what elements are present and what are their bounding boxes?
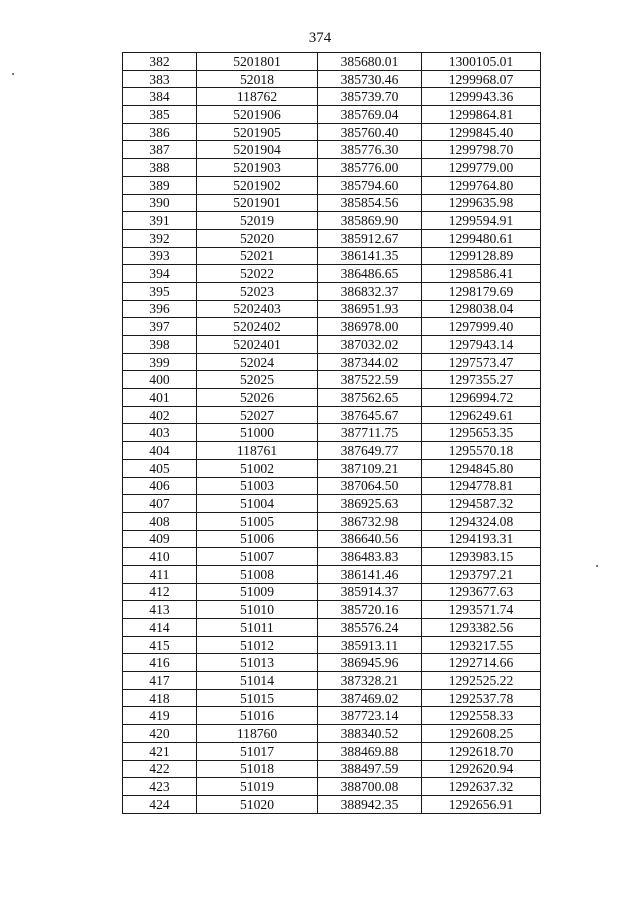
- y-coordinate-cell: 1295570.18: [422, 442, 541, 460]
- y-coordinate-cell: 1299594.91: [422, 212, 541, 230]
- point-id-cell: 118761: [197, 442, 318, 460]
- coordinates-table-container: [122, 52, 541, 814]
- y-coordinate-cell: 1299864.81: [422, 106, 541, 124]
- point-id-cell: 51005: [197, 512, 318, 530]
- table-row: [123, 318, 541, 336]
- x-coordinate-cell: 386640.56: [318, 530, 422, 548]
- x-coordinate-cell: 387032.02: [318, 336, 422, 354]
- x-coordinate-cell: 387711.75: [318, 424, 422, 442]
- point-id-cell: 51020: [197, 795, 318, 813]
- point-number-cell: 399: [123, 353, 197, 371]
- point-id-cell: 118762: [197, 88, 318, 106]
- x-coordinate-cell: 385680.01: [318, 53, 422, 71]
- point-id-cell: 52022: [197, 265, 318, 283]
- x-coordinate-cell: 386945.96: [318, 654, 422, 672]
- y-coordinate-cell: 1299943.36: [422, 88, 541, 106]
- x-coordinate-cell: 385769.04: [318, 106, 422, 124]
- y-coordinate-cell: 1293382.56: [422, 619, 541, 637]
- table-row: [123, 406, 541, 424]
- x-coordinate-cell: 387344.02: [318, 353, 422, 371]
- table-row: [123, 176, 541, 194]
- point-number-cell: 383: [123, 70, 197, 88]
- point-id-cell: 52025: [197, 371, 318, 389]
- table-row: [123, 212, 541, 230]
- y-coordinate-cell: 1295653.35: [422, 424, 541, 442]
- table-row: [123, 760, 541, 778]
- x-coordinate-cell: 386483.83: [318, 548, 422, 566]
- point-id-cell: 5201905: [197, 123, 318, 141]
- table-row: [123, 654, 541, 672]
- point-id-cell: 51019: [197, 778, 318, 796]
- y-coordinate-cell: 1292714.66: [422, 654, 541, 672]
- table-row: [123, 70, 541, 88]
- point-id-cell: 51010: [197, 601, 318, 619]
- y-coordinate-cell: 1294845.80: [422, 459, 541, 477]
- table-row: [123, 672, 541, 690]
- table-row: [123, 353, 541, 371]
- point-number-cell: 386: [123, 123, 197, 141]
- point-number-cell: 415: [123, 636, 197, 654]
- table-row: [123, 265, 541, 283]
- scan-speck: [12, 73, 14, 75]
- table-row: [123, 778, 541, 796]
- x-coordinate-cell: 385576.24: [318, 619, 422, 637]
- table-row: [123, 725, 541, 743]
- x-coordinate-cell: 388340.52: [318, 725, 422, 743]
- point-number-cell: 382: [123, 53, 197, 71]
- y-coordinate-cell: 1297355.27: [422, 371, 541, 389]
- coordinates-table: [122, 52, 541, 814]
- y-coordinate-cell: 1292537.78: [422, 689, 541, 707]
- point-number-cell: 401: [123, 389, 197, 407]
- point-id-cell: 5202402: [197, 318, 318, 336]
- point-id-cell: 51011: [197, 619, 318, 637]
- table-row: [123, 601, 541, 619]
- x-coordinate-cell: 385720.16: [318, 601, 422, 619]
- point-number-cell: 413: [123, 601, 197, 619]
- point-id-cell: 51000: [197, 424, 318, 442]
- point-id-cell: 5202403: [197, 300, 318, 318]
- x-coordinate-cell: 386951.93: [318, 300, 422, 318]
- x-coordinate-cell: 386141.35: [318, 247, 422, 265]
- table-row: [123, 159, 541, 177]
- x-coordinate-cell: 387723.14: [318, 707, 422, 725]
- y-coordinate-cell: 1299480.61: [422, 229, 541, 247]
- y-coordinate-cell: 1298586.41: [422, 265, 541, 283]
- point-id-cell: 5201906: [197, 106, 318, 124]
- table-row: [123, 795, 541, 813]
- table-row: [123, 300, 541, 318]
- table-row: [123, 53, 541, 71]
- y-coordinate-cell: 1294193.31: [422, 530, 541, 548]
- point-id-cell: 51015: [197, 689, 318, 707]
- point-number-cell: 406: [123, 477, 197, 495]
- table-row: [123, 389, 541, 407]
- table-row: [123, 583, 541, 601]
- y-coordinate-cell: 1297573.47: [422, 353, 541, 371]
- table-row: [123, 512, 541, 530]
- table-row: [123, 636, 541, 654]
- point-id-cell: 51003: [197, 477, 318, 495]
- table-row: [123, 442, 541, 460]
- x-coordinate-cell: 387522.59: [318, 371, 422, 389]
- x-coordinate-cell: 387328.21: [318, 672, 422, 690]
- y-coordinate-cell: 1293983.15: [422, 548, 541, 566]
- coordinates-table-body: [123, 53, 541, 814]
- x-coordinate-cell: 387645.67: [318, 406, 422, 424]
- table-row: [123, 565, 541, 583]
- y-coordinate-cell: 1292620.94: [422, 760, 541, 778]
- point-number-cell: 392: [123, 229, 197, 247]
- point-number-cell: 391: [123, 212, 197, 230]
- y-coordinate-cell: 1299779.00: [422, 159, 541, 177]
- x-coordinate-cell: 386832.37: [318, 282, 422, 300]
- point-number-cell: 414: [123, 619, 197, 637]
- point-number-cell: 402: [123, 406, 197, 424]
- point-id-cell: 52018: [197, 70, 318, 88]
- point-number-cell: 419: [123, 707, 197, 725]
- point-id-cell: 52020: [197, 229, 318, 247]
- point-number-cell: 387: [123, 141, 197, 159]
- y-coordinate-cell: 1294324.08: [422, 512, 541, 530]
- point-id-cell: 5201904: [197, 141, 318, 159]
- x-coordinate-cell: 385854.56: [318, 194, 422, 212]
- x-coordinate-cell: 385730.46: [318, 70, 422, 88]
- point-number-cell: 395: [123, 282, 197, 300]
- point-number-cell: 423: [123, 778, 197, 796]
- table-row: [123, 194, 541, 212]
- point-id-cell: 5201903: [197, 159, 318, 177]
- y-coordinate-cell: 1296249.61: [422, 406, 541, 424]
- table-row: [123, 530, 541, 548]
- point-number-cell: 390: [123, 194, 197, 212]
- point-number-cell: 404: [123, 442, 197, 460]
- x-coordinate-cell: 385912.67: [318, 229, 422, 247]
- y-coordinate-cell: 1299764.80: [422, 176, 541, 194]
- point-number-cell: 422: [123, 760, 197, 778]
- table-row: [123, 459, 541, 477]
- x-coordinate-cell: 385776.30: [318, 141, 422, 159]
- y-coordinate-cell: 1299845.40: [422, 123, 541, 141]
- y-coordinate-cell: 1298038.04: [422, 300, 541, 318]
- x-coordinate-cell: 387562.65: [318, 389, 422, 407]
- table-row: [123, 424, 541, 442]
- point-id-cell: 52024: [197, 353, 318, 371]
- page-number: 374: [308, 30, 332, 46]
- y-coordinate-cell: 1292558.33: [422, 707, 541, 725]
- point-number-cell: 400: [123, 371, 197, 389]
- point-id-cell: 51009: [197, 583, 318, 601]
- y-coordinate-cell: 1299968.07: [422, 70, 541, 88]
- x-coordinate-cell: 385913.11: [318, 636, 422, 654]
- point-number-cell: 398: [123, 336, 197, 354]
- point-id-cell: 51008: [197, 565, 318, 583]
- x-coordinate-cell: 388942.35: [318, 795, 422, 813]
- x-coordinate-cell: 386732.98: [318, 512, 422, 530]
- point-id-cell: 5202401: [197, 336, 318, 354]
- y-coordinate-cell: 1292608.25: [422, 725, 541, 743]
- point-id-cell: 51014: [197, 672, 318, 690]
- y-coordinate-cell: 1297999.40: [422, 318, 541, 336]
- y-coordinate-cell: 1299128.89: [422, 247, 541, 265]
- x-coordinate-cell: 388497.59: [318, 760, 422, 778]
- table-row: [123, 229, 541, 247]
- x-coordinate-cell: 387064.50: [318, 477, 422, 495]
- point-number-cell: 393: [123, 247, 197, 265]
- table-row: [123, 123, 541, 141]
- y-coordinate-cell: 1299798.70: [422, 141, 541, 159]
- point-id-cell: 5201801: [197, 53, 318, 71]
- y-coordinate-cell: 1300105.01: [422, 53, 541, 71]
- table-row: [123, 106, 541, 124]
- point-id-cell: 118760: [197, 725, 318, 743]
- point-number-cell: 409: [123, 530, 197, 548]
- point-id-cell: 52027: [197, 406, 318, 424]
- point-number-cell: 405: [123, 459, 197, 477]
- point-number-cell: 407: [123, 495, 197, 513]
- y-coordinate-cell: 1294587.32: [422, 495, 541, 513]
- y-coordinate-cell: 1293571.74: [422, 601, 541, 619]
- y-coordinate-cell: 1293797.21: [422, 565, 541, 583]
- point-number-cell: 389: [123, 176, 197, 194]
- point-id-cell: 52021: [197, 247, 318, 265]
- point-id-cell: 52026: [197, 389, 318, 407]
- y-coordinate-cell: 1298179.69: [422, 282, 541, 300]
- x-coordinate-cell: 387469.02: [318, 689, 422, 707]
- table-row: [123, 477, 541, 495]
- table-row: [123, 88, 541, 106]
- point-id-cell: 51013: [197, 654, 318, 672]
- point-number-cell: 396: [123, 300, 197, 318]
- x-coordinate-cell: 385739.70: [318, 88, 422, 106]
- table-row: [123, 548, 541, 566]
- point-id-cell: 51018: [197, 760, 318, 778]
- point-number-cell: 384: [123, 88, 197, 106]
- y-coordinate-cell: 1292525.22: [422, 672, 541, 690]
- table-row: [123, 495, 541, 513]
- point-number-cell: 424: [123, 795, 197, 813]
- table-row: [123, 619, 541, 637]
- point-number-cell: 412: [123, 583, 197, 601]
- x-coordinate-cell: 385776.00: [318, 159, 422, 177]
- y-coordinate-cell: 1292656.91: [422, 795, 541, 813]
- point-number-cell: 418: [123, 689, 197, 707]
- scan-speck: [596, 565, 598, 567]
- point-id-cell: 51017: [197, 742, 318, 760]
- x-coordinate-cell: 386141.46: [318, 565, 422, 583]
- x-coordinate-cell: 385869.90: [318, 212, 422, 230]
- x-coordinate-cell: 387109.21: [318, 459, 422, 477]
- point-number-cell: 385: [123, 106, 197, 124]
- x-coordinate-cell: 386925.63: [318, 495, 422, 513]
- table-row: [123, 689, 541, 707]
- point-number-cell: 397: [123, 318, 197, 336]
- y-coordinate-cell: 1299635.98: [422, 194, 541, 212]
- table-row: [123, 371, 541, 389]
- point-number-cell: 403: [123, 424, 197, 442]
- table-row: [123, 282, 541, 300]
- point-number-cell: 408: [123, 512, 197, 530]
- point-id-cell: 51007: [197, 548, 318, 566]
- point-number-cell: 410: [123, 548, 197, 566]
- point-id-cell: 52019: [197, 212, 318, 230]
- point-number-cell: 420: [123, 725, 197, 743]
- point-id-cell: 51004: [197, 495, 318, 513]
- point-id-cell: 51012: [197, 636, 318, 654]
- y-coordinate-cell: 1293217.55: [422, 636, 541, 654]
- table-row: [123, 247, 541, 265]
- y-coordinate-cell: 1292637.32: [422, 778, 541, 796]
- y-coordinate-cell: 1297943.14: [422, 336, 541, 354]
- point-id-cell: 51002: [197, 459, 318, 477]
- point-number-cell: 417: [123, 672, 197, 690]
- point-id-cell: 5201901: [197, 194, 318, 212]
- point-number-cell: 421: [123, 742, 197, 760]
- point-number-cell: 388: [123, 159, 197, 177]
- x-coordinate-cell: 385914.37: [318, 583, 422, 601]
- x-coordinate-cell: 385760.40: [318, 123, 422, 141]
- x-coordinate-cell: 386486.65: [318, 265, 422, 283]
- table-row: [123, 336, 541, 354]
- y-coordinate-cell: 1296994.72: [422, 389, 541, 407]
- point-id-cell: 51016: [197, 707, 318, 725]
- x-coordinate-cell: 388700.08: [318, 778, 422, 796]
- point-number-cell: 416: [123, 654, 197, 672]
- x-coordinate-cell: 386978.00: [318, 318, 422, 336]
- table-row: [123, 707, 541, 725]
- point-id-cell: 5201902: [197, 176, 318, 194]
- y-coordinate-cell: 1292618.70: [422, 742, 541, 760]
- x-coordinate-cell: 385794.60: [318, 176, 422, 194]
- table-row: [123, 742, 541, 760]
- table-row: [123, 141, 541, 159]
- point-id-cell: 52023: [197, 282, 318, 300]
- point-id-cell: 51006: [197, 530, 318, 548]
- x-coordinate-cell: 387649.77: [318, 442, 422, 460]
- y-coordinate-cell: 1294778.81: [422, 477, 541, 495]
- x-coordinate-cell: 388469.88: [318, 742, 422, 760]
- point-number-cell: 411: [123, 565, 197, 583]
- point-number-cell: 394: [123, 265, 197, 283]
- y-coordinate-cell: 1293677.63: [422, 583, 541, 601]
